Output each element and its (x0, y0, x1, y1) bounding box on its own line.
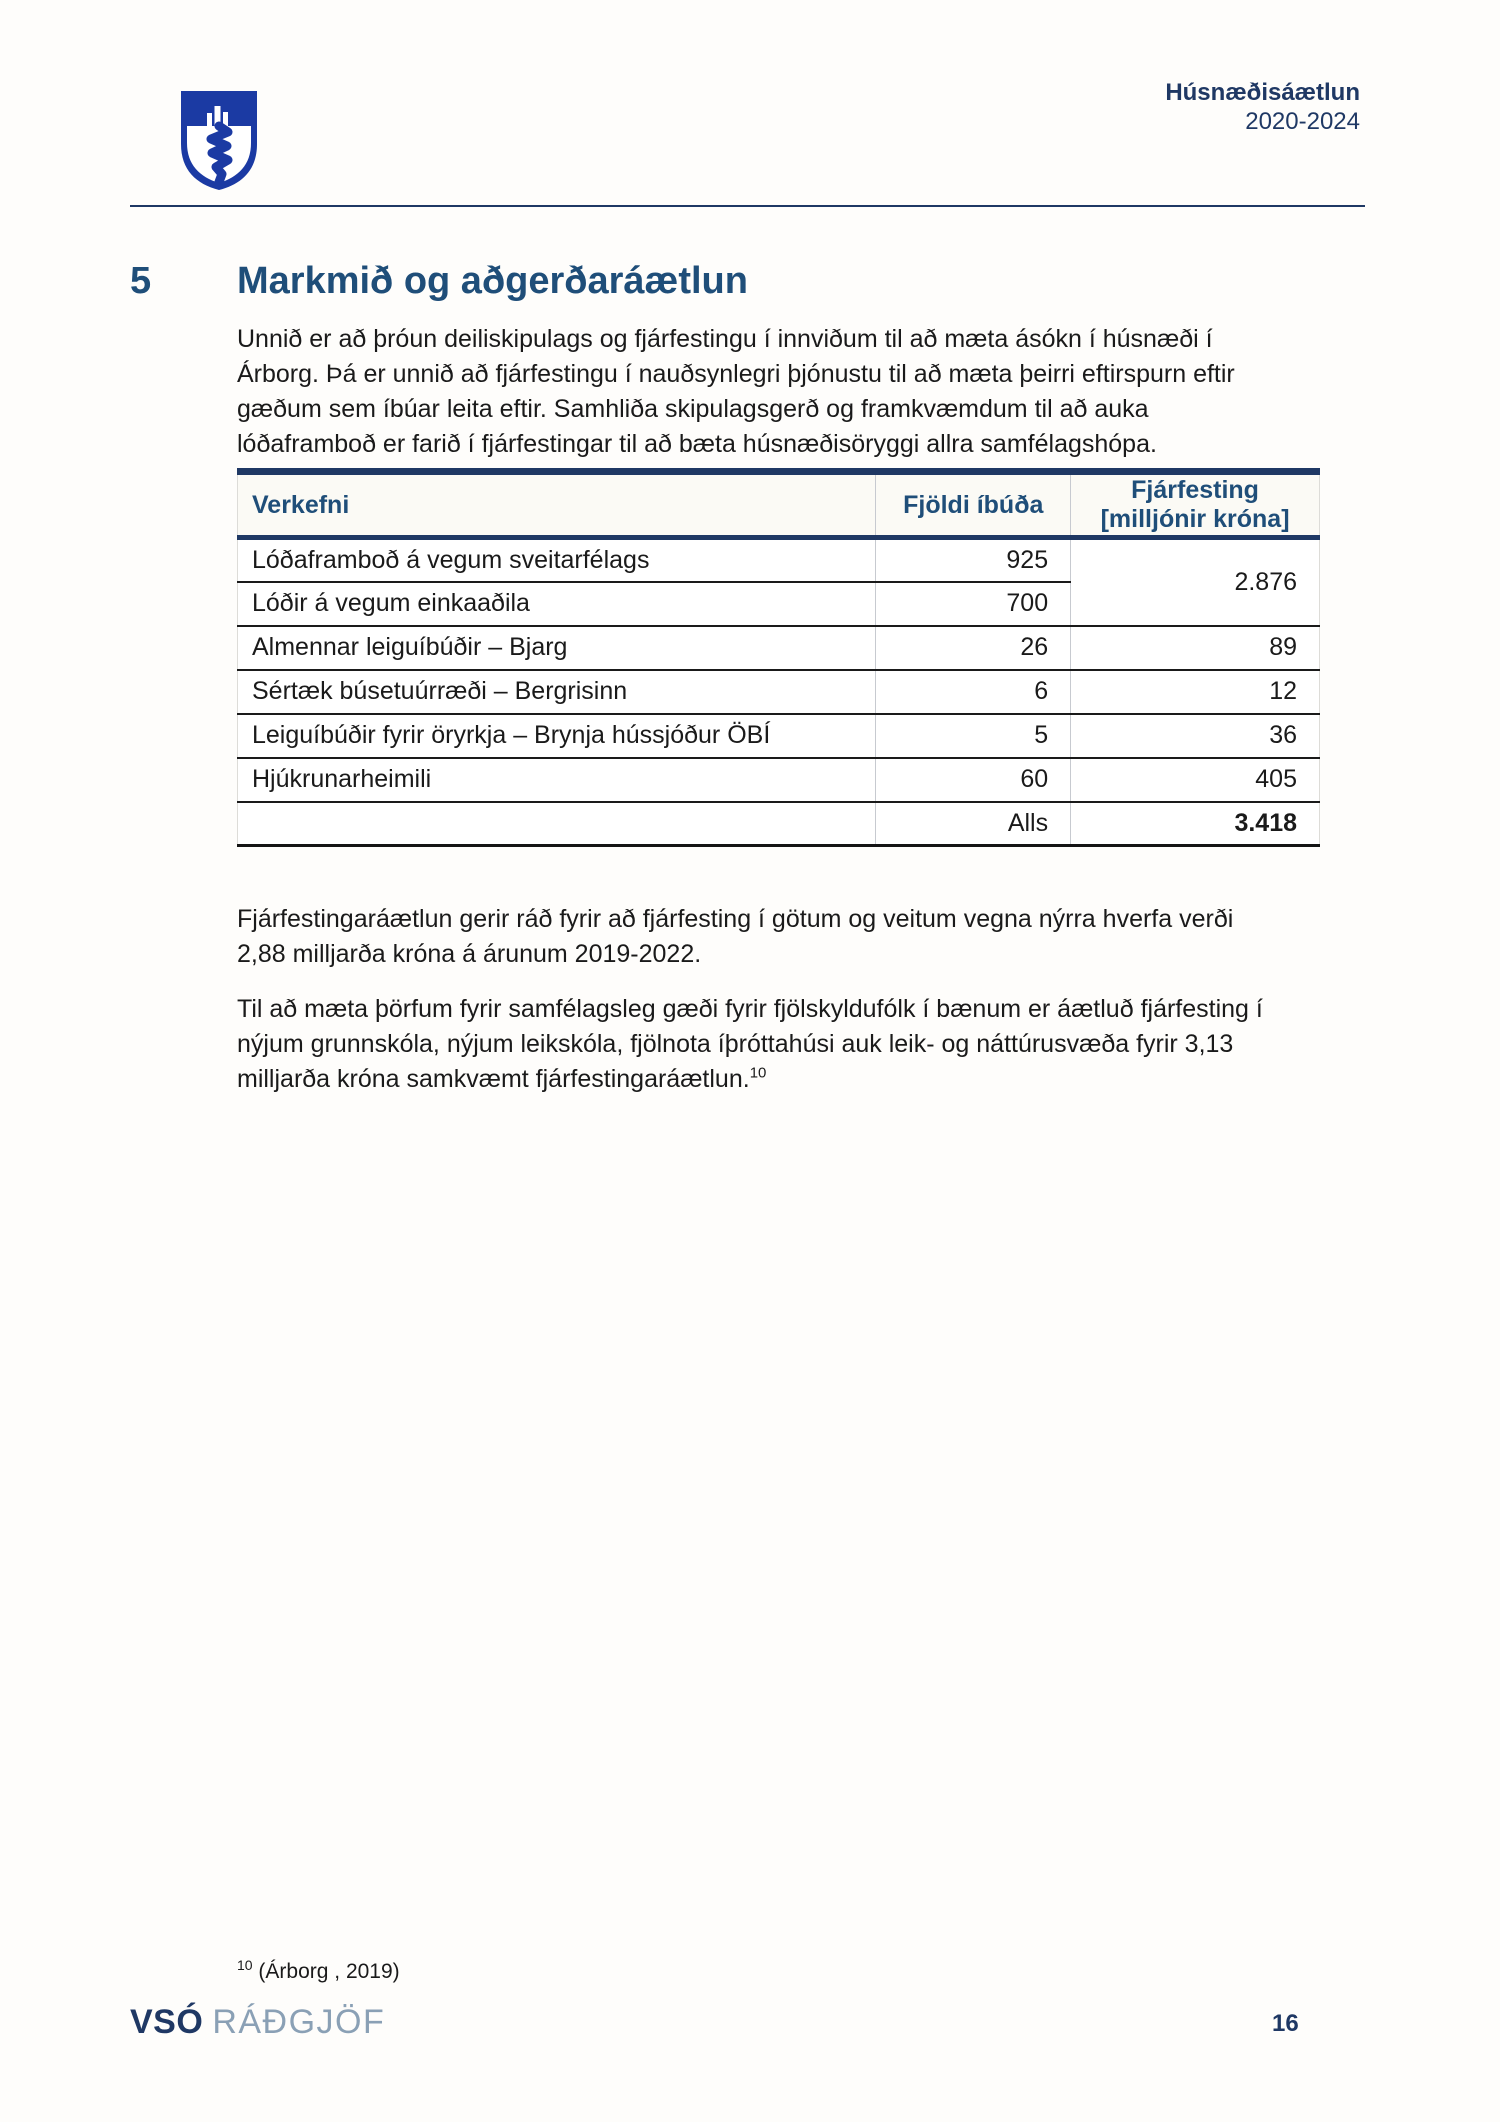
footnote-text: (Árborg , 2019) (258, 1960, 400, 1983)
cell-units: 6 (876, 670, 1071, 714)
cell-label: Lóðaframboð á vegum sveitarfélags (252, 545, 650, 574)
cell-empty (238, 802, 876, 846)
section-number: 5 (130, 260, 152, 302)
cell-label: Sértæk búsetuúrræði – Bergrisinn (238, 670, 876, 714)
vso-radgjof-logo (130, 2003, 385, 2042)
table-row (238, 758, 1320, 802)
table-total-row (238, 802, 1320, 846)
total-label: Alls (876, 802, 1071, 846)
cell-units: 26 (876, 626, 1071, 670)
footnote-reference-marker: 10 (749, 1064, 767, 1082)
document-period: 2020-2024 (1245, 108, 1360, 135)
cell-investment: 405 (1071, 758, 1320, 802)
page-number: 16 (1272, 2010, 1299, 2037)
cell-investment: 36 (1071, 714, 1320, 758)
cell-label: Leiguíbúðir fyrir öryrkja – Brynja hússjóður ÖBÍ (238, 714, 876, 758)
vso-logo-secondary: RÁÐGJÖF (212, 2003, 386, 2041)
table-row (238, 714, 1320, 758)
footnote (237, 1957, 400, 1984)
column-header-fjoldi-ibuda: Fjöldi íbúða (876, 472, 1071, 538)
cell-label: Almennar leiguíbúðir – Bjarg (238, 626, 876, 670)
table-header-row (238, 472, 1320, 538)
document-title: Húsnæðisáætlun (1165, 79, 1360, 106)
footnote-number: 10 (237, 1957, 253, 1973)
header-divider (130, 205, 1365, 207)
table-row (238, 626, 1320, 670)
investment-table (237, 468, 1320, 847)
cell-units: 925 (876, 538, 1071, 582)
paragraph-intro: Unnið er að þróun deiliskipulags og fjárfestingu í innviðum til að mæta ásókn í húsnæði í Árborg. Þá er unnið að fjárfestingu í nauðsynlegri þjónustu til að mæta þeirri eftirspurn eftir gæðum sem íbúar leita eftir. Samhliða skipulagsgerð og framkvæmdum til að auka lóðaframboð er farið í fjárfestingar til að bæta húsnæðisöryggi allra samfélagshópa. (237, 325, 1235, 458)
content-column (237, 322, 1320, 1097)
cell-investment-merged: 2.876 (1071, 538, 1320, 626)
vso-logo-primary: VSÓ (130, 2003, 204, 2041)
paragraph-streets-utilities: Fjárfestingaráætlun gerir ráð fyrir að fjárfesting í götum og veitum vegna nýrra hverfa verði 2,88 milljarða króna á árunum 2019-2022. (237, 905, 1234, 968)
table-row (238, 670, 1320, 714)
cell-label: Lóðir á vegum einkaaðila (238, 582, 876, 626)
cell-units: 700 (876, 582, 1071, 626)
cell-units: 5 (876, 714, 1071, 758)
section-title: Markmið og aðgerðaráætlun (237, 260, 748, 302)
cell-label: Hjúkrunarheimili (238, 758, 876, 802)
column-header-verkefni: Verkefni (238, 472, 876, 538)
cell-investment: 12 (1071, 670, 1320, 714)
column-header-fjarfesting-line2: [milljónir króna] (1100, 505, 1290, 533)
paragraph-community-investment-text: Til að mæta þörfum fyrir samfélagsleg gæði fyrir fjölskyldufólk í bænum er áætluð fjárfesting í nýjum grunnskóla, nýjum leikskóla, fjölnota íþróttahúsi auk leik- og náttúrusvæða fyrir 3,13 milljarða króna samkvæmt fjárfestingaráætlun. (237, 995, 1263, 1093)
column-header-fjarfesting-line1: Fjárfesting (1131, 476, 1259, 504)
paragraph-community-investment (237, 992, 1269, 1097)
total-value: 3.418 (1071, 802, 1320, 846)
cell-investment: 89 (1071, 626, 1320, 670)
cell-units: 60 (876, 758, 1071, 802)
arborg-coat-of-arms-icon (178, 88, 260, 192)
page-header (1165, 78, 1360, 136)
table-row (238, 538, 1320, 582)
column-header-fjarfesting (1071, 472, 1320, 538)
